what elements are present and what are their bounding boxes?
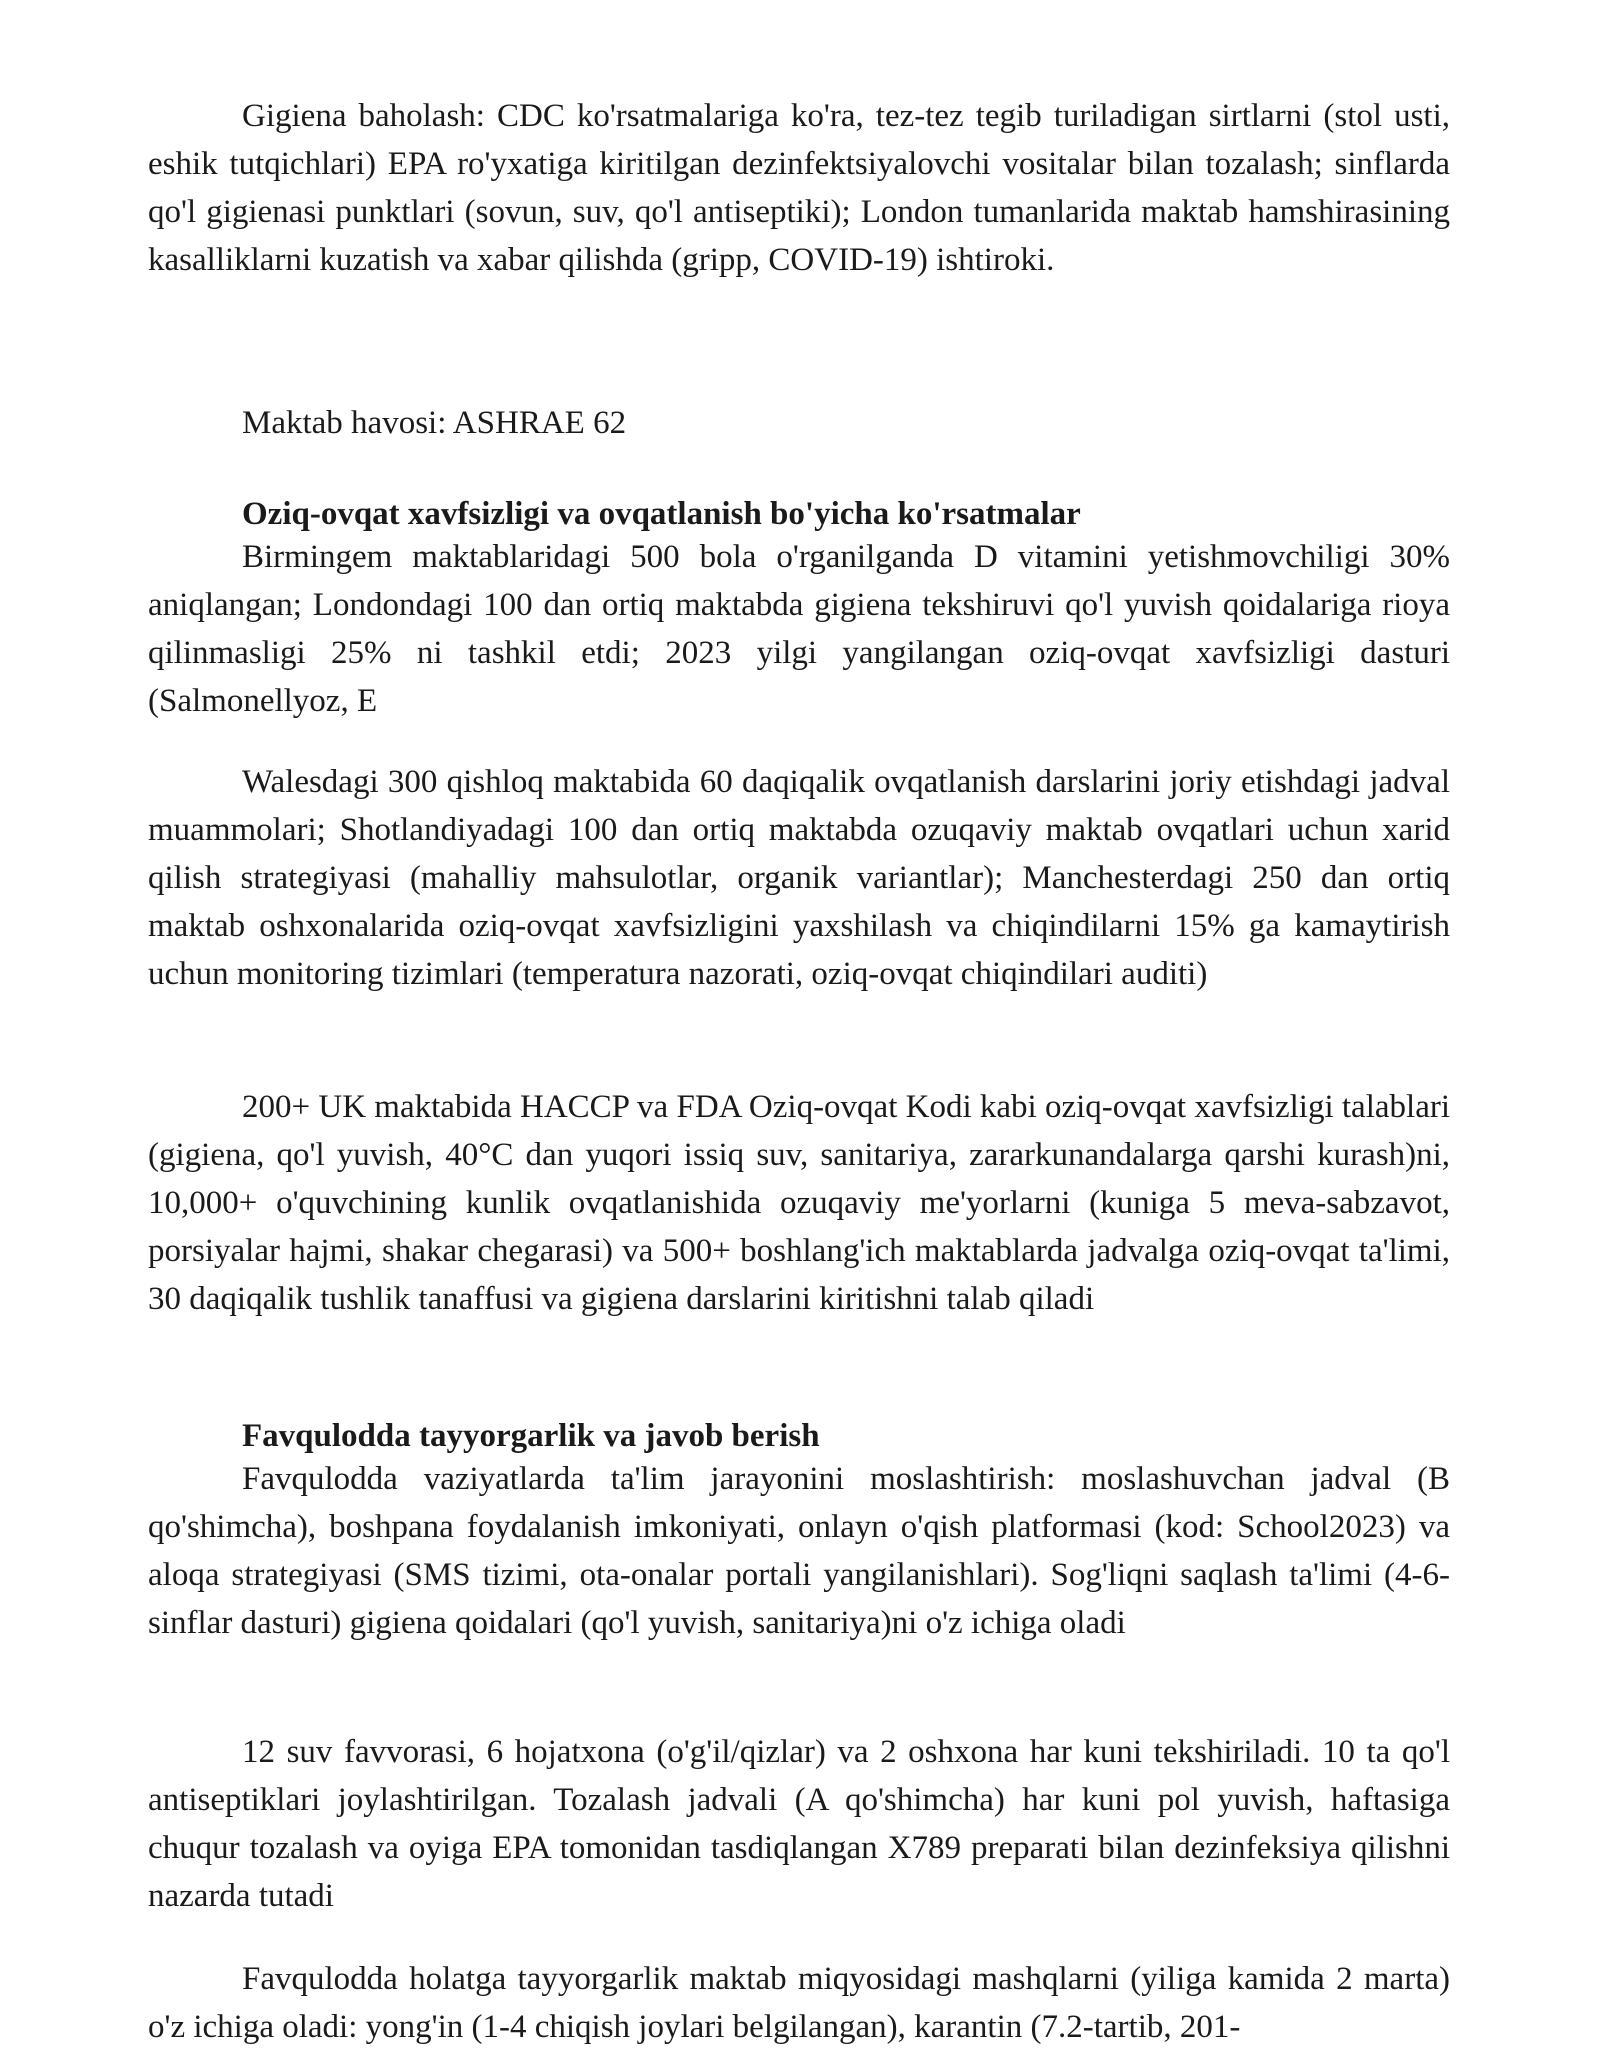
paragraph-text: Favqulodda vaziyatlarda ta'lim jarayonini moslashtirish: moslashuvchan jadval (B qo'shimcha), boshpana foydalanish imkoniyati, onlayn o'qish platformasi (kod: School2023) va aloqa strategiyasi (SMS tizimi, ota-onalar portali yangilanishlari). Sog'liqni saqlash ta'limi (4-6-sinflar dasturi) gigiena qoidalari (qo'l yuvish, sanitariya)ni o'z ichiga oladi bbox=[148, 1461, 1450, 1641]
paragraph-uk-schools bbox=[148, 1083, 1450, 1323]
paragraph-text: 12 suv favvorasi, 6 hojatxona (o'g'il/qizlar) va 2 oshxona har kuni tekshiriladi. 10 ta qo'l antiseptiklari joylashtirilgan. Tozalash jadvali (A qo'shimcha) har kuni pol yuvish, haftasiga chuqur tozalash va oyiga EPA tomonidan tasdiqlangan X789 preparati bilan dezinfeksiya qilishni nazarda tutadi bbox=[148, 1734, 1450, 1914]
paragraph-text: 200+ UK maktabida HACCP va FDA Oziq-ovqat Kodi kabi oziq-ovqat xavfsizligi talablari (gigiena, qo'l yuvish, 40°C dan yuqori issiq suv, sanitariya, zararkunandalarga qarshi kurash)ni, 10,000+ o'quvchining kunlik ovqatlanishida ozuqaviy me'yorlarni (kuniga 5 meva-sabzavot, porsiyalar hajmi, shakar chegarasi) va 500+ boshlang'ich maktablarda jadvalga oziq-ovqat ta'limi, 30 daqiqalik tushlik tanaffusi va gigiena darslarini kiritishni talab qiladi bbox=[148, 1089, 1450, 1317]
heading-text: Favqulodda tayyorgarlik va javob berish bbox=[242, 1418, 820, 1454]
section-heading-emergency bbox=[148, 1412, 1450, 1460]
paragraph-emergency-education bbox=[148, 1455, 1450, 1647]
section-heading-food-safety bbox=[148, 490, 1450, 538]
paragraph-text: Favqulodda holatga tayyorgarlik maktab miqyosidagi mashqlarni (yiliga kamida 2 marta) o'z ichiga oladi: yong'in (1-4 chiqish joylari belgilangan), karantin (7.2-tartib, 201- bbox=[148, 1961, 1450, 2045]
paragraph-text: Maktab havosi: ASHRAE 62 bbox=[242, 405, 627, 441]
paragraph-water-fountains bbox=[148, 1728, 1450, 1920]
paragraph-hygiene-assessment bbox=[148, 92, 1450, 284]
paragraph-text: Gigiena baholash: CDC ko'rsatmalariga ko'ra, tez-tez tegib turiladigan sirtlarni (stol usti, eshik tutqichlari) EPA ro'yxatiga kiritilgan dezinfektsiyalovchi vositalar bilan tozalash; sinflarda qo'l gigienasi punktlari (sovun, suv, qo'l antiseptiki); London tumanlarida maktab hamshirasining kasalliklarni kuzatish va xabar qilishda (gripp, COVID-19) ishtiroki. bbox=[148, 98, 1450, 278]
paragraph-wales bbox=[148, 758, 1450, 998]
paragraph-birmingham bbox=[148, 533, 1450, 725]
heading-text: Oziq-ovqat xavfsizligi va ovqatlanish bo'yicha ko'rsatmalar bbox=[242, 496, 1081, 532]
paragraph-text: Walesdagi 300 qishloq maktabida 60 daqiqalik ovqatlanish darslarini joriy etishdagi jadval muammolari; Shotlandiyadagi 100 dan ortiq maktabda ozuqaviy maktab ovqatlari uchun xarid qilish strategiyasi (mahalliy mahsulotlar, organik variantlar); Manchesterdagi 250 dan ortiq maktab oshxonalarida oziq-ovqat xavfsizligini yaxshilash va chiqindilarni 15% ga kamaytirish uchun monitoring tizimlari (temperatura nazorati, oziq-ovqat chiqindilari auditi) bbox=[148, 764, 1450, 992]
paragraph-text: Birmingem maktablaridagi 500 bola o'rganilganda D vitamini yetishmovchiligi 30% aniqlangan; Londondagi 100 dan ortiq maktabda gigiena tekshiruvi qo'l yuvish qoidalariga rioya qilinmasligi 25% ni tashkil etdi; 2023 yilgi yangilangan oziq-ovqat xavfsizligi dasturi (Salmonellyoz, E bbox=[148, 539, 1450, 719]
paragraph-emergency-drills bbox=[148, 1955, 1450, 2051]
paragraph-school-air bbox=[148, 399, 1450, 447]
